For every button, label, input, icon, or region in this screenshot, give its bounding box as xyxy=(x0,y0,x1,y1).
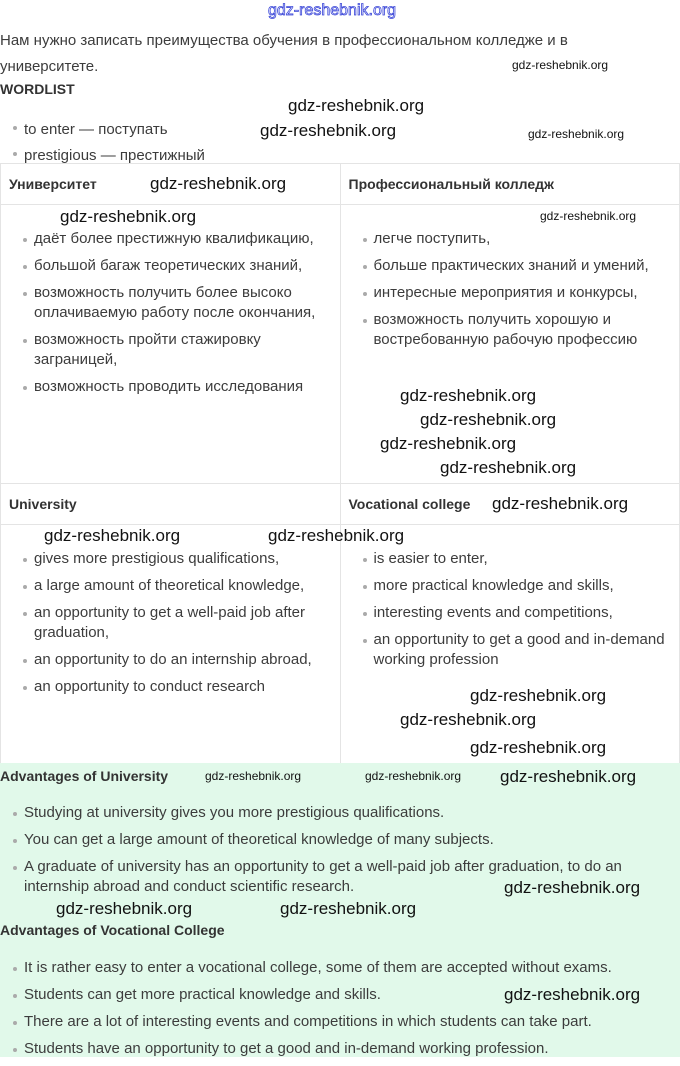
list-item: interesting events and competitions, xyxy=(341,603,680,623)
table-header: University xyxy=(1,484,341,525)
list-item: an opportunity to do an internship abroad, xyxy=(1,650,340,670)
list-item: You can get a large amount of theoretical knowledge of many subjects. xyxy=(0,830,680,850)
watermark: gdz-reshebnik.org xyxy=(60,207,197,226)
list-item: Students can get more practical knowledge and skills. xyxy=(0,985,680,1005)
table-header: Профессиональный колледж xyxy=(340,164,680,205)
list-item: возможность проводить исследования xyxy=(1,377,340,397)
list-item: an opportunity to get a good and in-demand working profession xyxy=(341,630,680,670)
watermark: gdz-reshebnik.org xyxy=(288,96,425,115)
list-item: возможность пройти стажировку заграницей, xyxy=(1,330,340,370)
watermark: gdz-reshebnik.org xyxy=(280,899,417,918)
list-item: возможность получить хорошую и востребованную рабочую профессию xyxy=(341,310,680,350)
list-item: There are a lot of interesting events and competitions in which students can take part. xyxy=(0,1012,680,1032)
list-item: легче поступить, xyxy=(341,229,680,249)
watermark: gdz-reshebnik.org xyxy=(470,686,607,705)
watermark: gdz-reshebnik.org xyxy=(500,767,637,786)
list-item: more practical knowledge and skills, xyxy=(341,576,680,596)
list-item: Studying at university gives you more prestigious qualifications. xyxy=(0,803,680,823)
watermark: gdz-reshebnik.org xyxy=(56,899,193,918)
advantages-college-list xyxy=(0,958,680,1066)
watermark: gdz-reshebnik.org xyxy=(44,526,181,545)
watermark: gdz-reshebnik.org xyxy=(440,458,577,477)
list-item: возможность получить более высоко оплачиваемую работу после окончания, xyxy=(1,283,340,323)
list-item: prestigious — престижный xyxy=(0,143,205,169)
wordlist-title: WORDLIST xyxy=(0,81,75,97)
table-header: Vocational college xyxy=(340,484,680,525)
watermark: gdz-reshebnik.org xyxy=(150,174,287,193)
advantages-college-title: Advantages of Vocational College xyxy=(0,922,225,938)
table-cell xyxy=(1,205,341,484)
table-header: Университет xyxy=(1,164,341,205)
list-item: Students have an opportunity to get a good and in-demand working profession. xyxy=(0,1039,680,1059)
watermark: gdz-reshebnik.org xyxy=(380,434,517,453)
watermark: gdz-reshebnik.org xyxy=(512,58,609,72)
watermark: gdz-reshebnik.org xyxy=(470,738,607,757)
list-item: интересные мероприятия и конкурсы, xyxy=(341,283,680,303)
list-item: большой багаж теоретических знаний, xyxy=(1,256,340,276)
list-item: an opportunity to get a well-paid job after graduation, xyxy=(1,603,340,643)
intro-text: Нам нужно записать преимущества обучения в профессиональном колледже и в университете. xyxy=(0,32,568,75)
watermark: gdz-reshebnik.org xyxy=(205,769,302,783)
watermark: gdz-reshebnik.org xyxy=(260,121,397,140)
list-item: даёт более престижную квалификацию, xyxy=(1,229,340,249)
list-item: A graduate of university has an opportunity to get a well-paid job after graduation, to do an internship abroad and conduct scientific research. xyxy=(0,857,680,897)
wordlist xyxy=(0,117,205,169)
table-cell xyxy=(1,525,341,764)
advantages-university-title: Advantages of University xyxy=(0,768,169,784)
watermark: gdz-reshebnik.org xyxy=(504,985,641,1004)
watermark: gdz-reshebnik.org xyxy=(420,410,557,429)
list-item: больше практических знаний и умений, xyxy=(341,256,680,276)
watermark: gdz-reshebnik.org xyxy=(528,127,625,141)
watermark: gdz-reshebnik.org xyxy=(540,209,637,223)
list-item: a large amount of theoretical knowledge, xyxy=(1,576,340,596)
list-item: It is rather easy to enter a vocational college, some of them are accepted without exams. xyxy=(0,958,680,978)
watermark: gdz-reshebnik.org xyxy=(492,494,629,513)
watermark: gdz-reshebnik.org xyxy=(400,386,537,405)
comparison-table xyxy=(0,163,680,764)
list-item: to enter — поступать xyxy=(0,117,205,143)
watermark: gdz-reshebnik.org xyxy=(504,878,641,897)
watermark: gdz-reshebnik.org xyxy=(268,526,405,545)
site-watermark-header: gdz-reshebnik.org xyxy=(268,2,397,19)
watermark: gdz-reshebnik.org xyxy=(400,710,537,729)
list-item: is easier to enter, xyxy=(341,549,680,569)
watermark: gdz-reshebnik.org xyxy=(365,769,462,783)
list-item: gives more prestigious qualifications, xyxy=(1,549,340,569)
list-item: an opportunity to conduct research xyxy=(1,677,340,697)
